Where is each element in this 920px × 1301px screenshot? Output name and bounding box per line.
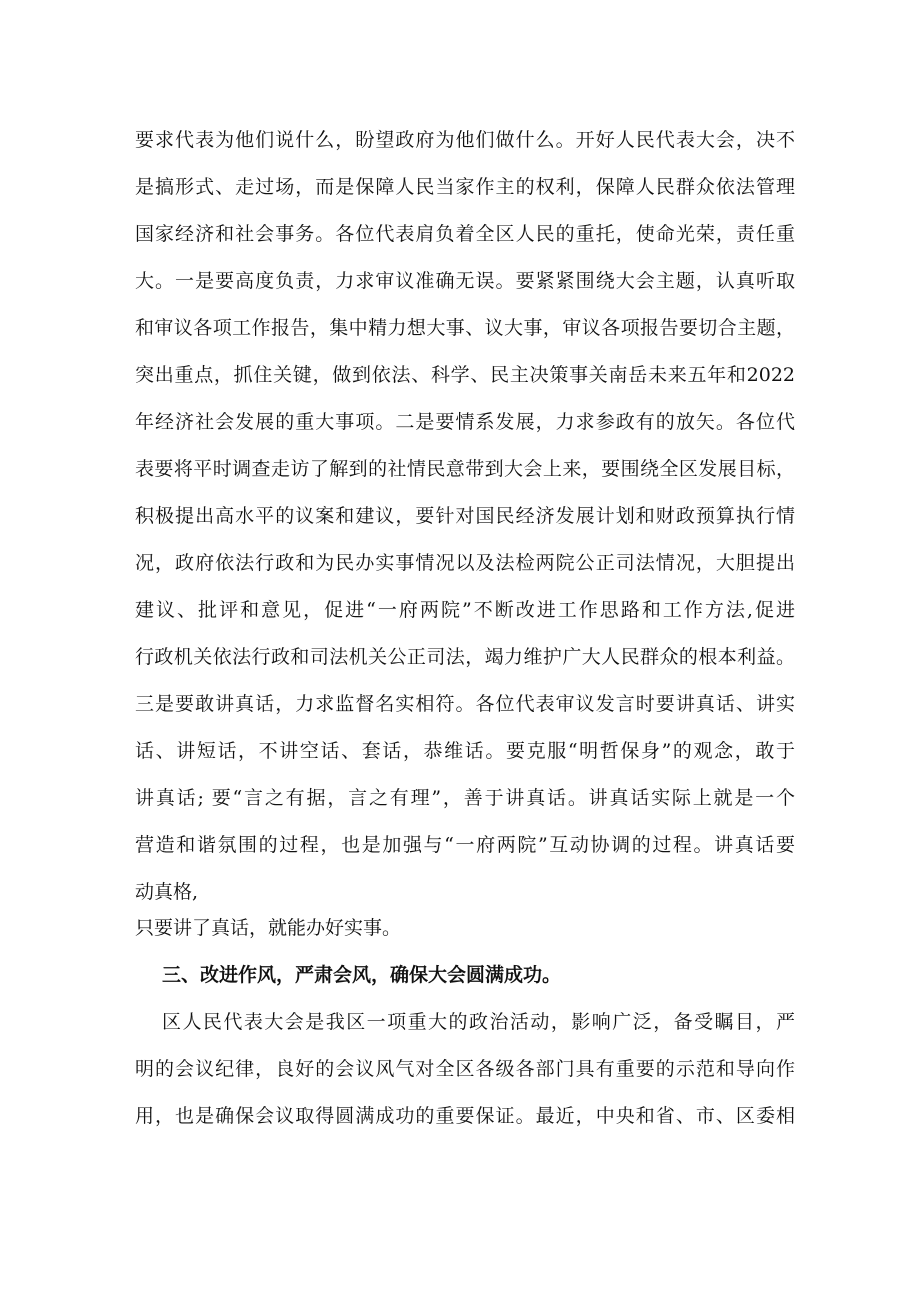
body-text-line: 况，政府依法行政和为民办实事情况以及法检两院公正司法情况，大胆提出 bbox=[135, 552, 795, 574]
body-text-line: 年经济社会发展的重大事项。二是要情系发展，力求参政有的放矢。各位代 bbox=[135, 411, 795, 433]
body-text-line: 话、讲短话，不讲空话、套话，恭维话。要克服“明哲保身”的观念，敢于 bbox=[135, 740, 795, 762]
body-text-line: 行政机关依法行政和司法机关公正司法，竭力维护广大人民群众的根本利益。 bbox=[135, 646, 795, 668]
body-text-line: 区人民代表大会是我区一项重大的政治活动，影响广泛，备受瞩目，严 bbox=[162, 1011, 795, 1033]
body-text-line: 动真格, bbox=[135, 881, 199, 903]
body-text-line: 国家经济和社会事务。各位代表肩负着全区人民的重托，使命光荣，责任重 bbox=[135, 223, 795, 245]
body-text-line: 用，也是确保会议取得圆满成功的重要保证。最近，中央和省、市、区委相 bbox=[135, 1105, 795, 1127]
body-text-line: 三是要敢讲真话，力求监督名实相符。各位代表审议发言时要讲真话、讲实 bbox=[135, 693, 795, 715]
body-text-line: 明的会议纪律，良好的会议风气对全区各级各部门具有重要的示范和导向作 bbox=[135, 1058, 795, 1080]
body-text-line: 大。一是要高度负责，力求审议准确无误。要紧紧围绕大会主题，认真听取 bbox=[135, 270, 795, 292]
body-text-line: 营造和谐氛围的过程，也是加强与“一府两院”互动协调的过程。讲真话要 bbox=[135, 834, 795, 856]
section-heading: 三、改进作风，严肃会风，确保大会圆满成功。 bbox=[162, 964, 562, 986]
body-text-line: 只要讲了真话，就能办好实事。 bbox=[135, 917, 402, 939]
body-text-line: 是搞形式、走过场，而是保障人民当家作主的权利，保障人民群众依法管理 bbox=[135, 176, 795, 198]
body-text-line: 突出重点，抓住关键，做到依法、科学、民主决策事关南岳未来五年和2022 bbox=[135, 364, 795, 386]
body-text-line: 表要将平时调查走访了解到的社情民意带到大会上来，要围绕全区发展目标， bbox=[135, 458, 795, 480]
body-text-line: 要求代表为他们说什么，盼望政府为他们做什么。开好人民代表大会，决不 bbox=[135, 129, 795, 151]
body-text-line: 讲真话; 要“言之有据，言之有理”，善于讲真话。讲真话实际上就是一个 bbox=[135, 787, 795, 809]
body-text-line: 建议、批评和意见，促进“一府两院”不断改进工作思路和工作方法,促进 bbox=[135, 599, 795, 621]
body-text-line: 积极提出高水平的议案和建议，要针对国民经济发展计划和财政预算执行情 bbox=[135, 505, 795, 527]
body-text-line: 和审议各项工作报告，集中精力想大事、议大事，审议各项报告要切合主题， bbox=[135, 317, 795, 339]
